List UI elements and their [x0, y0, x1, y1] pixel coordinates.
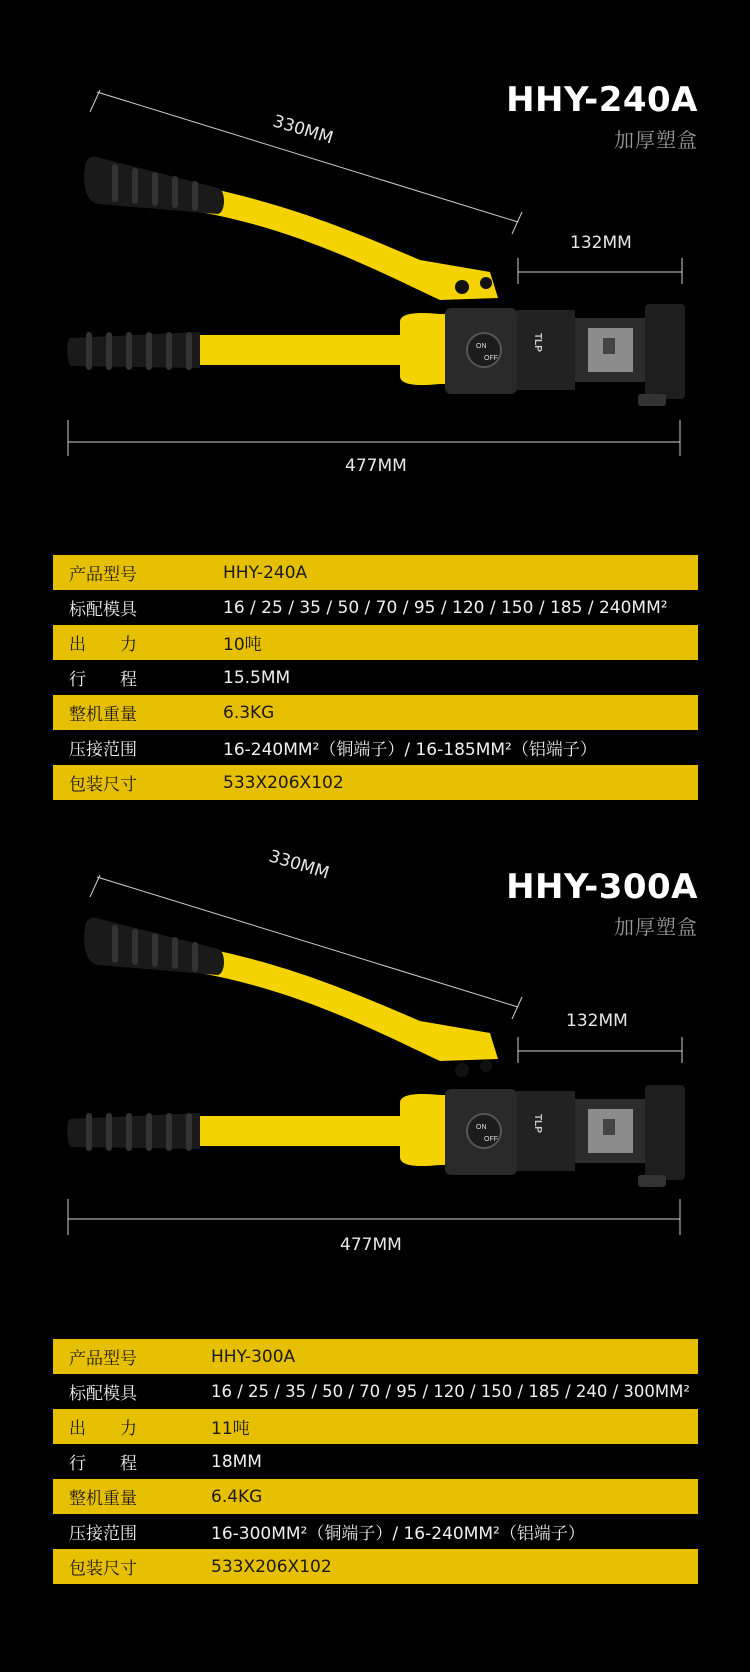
spec-label: 行 程	[69, 1454, 137, 1474]
spec-label: 出 力	[69, 1419, 137, 1439]
spec-value: 11吨	[211, 1419, 250, 1439]
dimension-total-length: 477MM	[345, 456, 407, 476]
spec-label: 产品型号	[69, 1349, 137, 1369]
spec-label: 整机重量	[69, 705, 137, 725]
spec-label: 压接范围	[69, 740, 137, 760]
brand-label: TLP	[532, 333, 543, 352]
spec-label: 出 力	[69, 635, 137, 655]
spec-row-stroke	[53, 660, 698, 695]
spec-label: 标配模具	[69, 1384, 137, 1404]
off-label: OFF	[484, 1136, 498, 1143]
spec-value: 533X206X102	[211, 1556, 332, 1577]
spec-label: 整机重量	[69, 1489, 137, 1509]
spec-row-force	[53, 625, 698, 660]
off-label: OFF	[484, 355, 498, 362]
dimension-handle-length: 330MM	[270, 111, 336, 149]
spec-label: 包装尺寸	[69, 1559, 137, 1579]
crimper-tool-image	[0, 0, 750, 480]
model-title: HHY-300A	[506, 867, 698, 907]
spec-label: 标配模具	[69, 600, 137, 620]
spec-row-model	[53, 1339, 698, 1374]
spec-row-force	[53, 1409, 698, 1444]
spec-row-package-size	[53, 1549, 698, 1584]
spec-row-weight	[53, 695, 698, 730]
spec-value: 16-300MM²（铜端子）/ 16-240MM²（铝端子）	[211, 1524, 585, 1544]
spec-label: 产品型号	[69, 565, 137, 585]
spec-label: 行 程	[69, 670, 137, 690]
brand-label: TLP	[532, 1114, 543, 1133]
on-label: ON	[476, 343, 487, 350]
dimension-handle-length: 330MM	[266, 846, 332, 884]
spec-value: 16 / 25 / 35 / 50 / 70 / 95 / 120 / 150 / 185 / 240 / 300MM²	[211, 1382, 691, 1401]
spec-value: 16 / 25 / 35 / 50 / 70 / 95 / 120 / 150 / 185 / 240MM²	[223, 597, 668, 618]
spec-value: 6.4KG	[211, 1486, 263, 1507]
spec-row-crimp-range	[53, 1514, 698, 1549]
spec-value: 18MM	[211, 1451, 262, 1472]
spec-row-model	[53, 555, 698, 590]
spec-label: 压接范围	[69, 1524, 137, 1544]
dimension-total-length: 477MM	[340, 1235, 402, 1255]
spec-value: 533X206X102	[223, 772, 344, 793]
spec-value: 16-240MM²（铜端子）/ 16-185MM²（铝端子）	[223, 740, 597, 760]
spec-value: HHY-240A	[223, 562, 308, 583]
spec-label: 包装尺寸	[69, 775, 137, 795]
on-label: ON	[476, 1124, 487, 1131]
product-section-1	[0, 0, 750, 800]
spec-table	[53, 1339, 698, 1584]
crimper-tool-image	[0, 785, 750, 1265]
spec-value: 10吨	[223, 635, 262, 655]
dimension-head-length: 132MM	[570, 233, 632, 253]
product-section-2	[0, 785, 750, 1672]
spec-row-dies	[53, 1374, 698, 1409]
model-title: HHY-240A	[506, 80, 698, 120]
spec-value: 6.3KG	[223, 702, 275, 723]
model-subtitle: 加厚塑盒	[614, 915, 698, 939]
spec-row-weight	[53, 1479, 698, 1514]
model-subtitle: 加厚塑盒	[614, 128, 698, 152]
spec-row-dies	[53, 590, 698, 625]
spec-table	[53, 555, 698, 800]
spec-value: HHY-300A	[211, 1346, 296, 1367]
spec-value: 15.5MM	[223, 667, 291, 688]
dimension-head-length: 132MM	[566, 1011, 628, 1031]
spec-row-crimp-range	[53, 730, 698, 765]
spec-row-stroke	[53, 1444, 698, 1479]
